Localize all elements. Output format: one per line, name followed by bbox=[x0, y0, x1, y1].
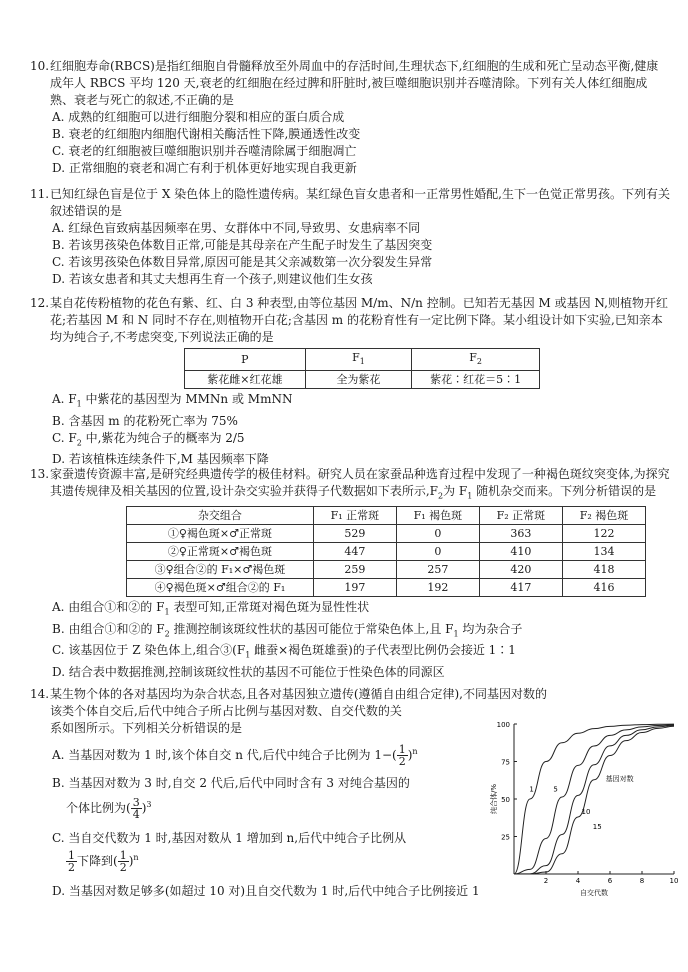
option-c: C. 该基因位于 Z 染色体上,组合$③(F_1$ 雌蚕×褐色斑雄蚕)的子代表型比例仍会接近 1∶1 bbox=[52, 643, 516, 660]
table-cell: 418 bbox=[562, 561, 645, 579]
table-cell: 0 bbox=[396, 525, 479, 543]
homozygote-chart bbox=[484, 714, 684, 900]
table-header: 杂交组合 bbox=[127, 507, 314, 525]
question-number: 13. bbox=[30, 467, 50, 481]
cross-data-table bbox=[126, 506, 646, 597]
question-number: 14. bbox=[30, 687, 50, 701]
table-row bbox=[127, 579, 646, 597]
table-cell: 122 bbox=[562, 525, 645, 543]
question-stem: 某自花传粉植物的花色有紫、红、白 3 种表型,由等位基因 M/m、N/n 控制。已知若无基因 M 或基因 N,则植物开红花;若基因 M 和 N 同时不存在,则植物开白花;含基因 m 的花粉育性有一定比例下降。某小组设计如下实验,已知亲本均为纯合子,不考虑突变,下列说法正确的是 bbox=[50, 296, 668, 344]
option-c-continued: $\frac{1}{2}$ 下降到( $\frac{1}{2}$ )$^n$ bbox=[68, 849, 139, 874]
option-a: A. 成熟的红细胞可以进行细胞分裂和相应的蛋白质合成 bbox=[52, 110, 345, 124]
series-label-10: 10 bbox=[581, 808, 591, 816]
table-header: F₁ 正常斑 bbox=[313, 507, 396, 525]
option-d: D. 结合表中数据推测,控制该斑纹性状的基因不可能位于性染色体的同源区 bbox=[52, 664, 445, 679]
x-tick-label: 2 bbox=[543, 877, 549, 885]
option-b: B. 由组合①和②的 $F_2$ 推测控制该斑纹性状的基因可能位于常染色体上,且 $F_1$ 均为杂合子 bbox=[52, 621, 523, 639]
series-line-1 bbox=[514, 724, 674, 874]
y-tick-label: 50 bbox=[501, 796, 510, 804]
question-10 bbox=[30, 58, 670, 177]
table-header: F₂ 正常斑 bbox=[479, 507, 562, 525]
table-cell: ①♀褐色斑×♂正常斑 bbox=[127, 525, 314, 543]
option-d: D. 正常细胞的衰老和凋亡有利于机体更好地实现自我更新 bbox=[52, 161, 357, 175]
y-tick-label: 25 bbox=[501, 833, 510, 842]
option-a: A. 当基因对数为 1 时,该个体自交 n 代,后代中纯合子比例为 1−( $\frac{1}{2}$ )$^n$ bbox=[52, 743, 418, 768]
option-b: B. 含基因 m 的花粉死亡率为 75% bbox=[52, 413, 238, 428]
question-11 bbox=[30, 186, 670, 288]
option-a: A. 红绿色盲致病基因频率在男、女群体中不同,导致男、女患病率不同 bbox=[52, 221, 421, 235]
table-cell: 192 bbox=[396, 579, 479, 597]
option-b-continued: 个体比例为( $\frac{3}{4}$ )$^3$ bbox=[66, 796, 152, 821]
table-cell: 259 bbox=[313, 561, 396, 579]
cross-table bbox=[184, 348, 540, 389]
table-cell: 417 bbox=[479, 579, 562, 597]
question-number: 10. bbox=[30, 59, 50, 73]
question-stem: 某生物个体的各对基因均为杂合状态,且各对基因独立遗传(遵循自由组合定律),不同基因对数的 bbox=[50, 687, 547, 701]
question-number: 12. bbox=[30, 296, 50, 310]
question-stem: 红细胞寿命(RBCS)是指红细胞自骨髓释放至外周血中的存活时间,生理状态下,红细胞的生成和死亡呈动态平衡,健康成年人 RBCS 平均 120 天,衰老的红细胞在经过脾和肝脏时,被巨噬细胞识别并吞噬清除。下列有关人体红细胞成熟、衰老与死亡的叙述,不正确的是 bbox=[50, 59, 659, 107]
table-row bbox=[127, 561, 646, 579]
question-stem: 家蚕遗传资源丰富,是研究经典遗传学的极佳材料。研究人员在家蚕品种选育过程中发现了一种褐色斑纹突变体,为探究其遗传规律及相关基因的位置,设计杂交实验并获得子代数据如下表所示$,F_2$为 $F_1$ 随机杂交而来。下列分析错误的是 bbox=[50, 467, 670, 501]
table-cell: 257 bbox=[396, 561, 479, 579]
table-header-f1: $F_1$ bbox=[305, 349, 412, 371]
option-b: B. 衰老的红细胞内细胞代谢相关酶活性下降,膜通透性改变 bbox=[52, 127, 361, 141]
option-d: D. 若该植株连续条件下,M 基因频率下降 bbox=[52, 451, 269, 466]
table-header: F₁ 褐色斑 bbox=[396, 507, 479, 525]
table-cell: ②♀正常斑×♂褐色斑 bbox=[127, 543, 314, 561]
question-stem-line: 该类个体自交后,后代中纯合子所占比例与基因对数、自交代数的关 bbox=[50, 704, 402, 718]
series-label-15: 15 bbox=[592, 823, 602, 831]
option-a: A. 由组合①和②的 $F_1$ 表型可知,正常斑对褐色斑为显性性状 bbox=[52, 600, 370, 617]
x-tick-label: 10 bbox=[669, 877, 679, 885]
table-cell: 420 bbox=[479, 561, 562, 579]
table-cell: 363 bbox=[479, 525, 562, 543]
option-a: A. $F_1$ 中紫花的基因型为 MMNn 或 MmNN bbox=[52, 392, 293, 409]
option-b: B. 若该男孩染色体数目正常,可能是其母亲在产生配子时发生了基因突变 bbox=[52, 238, 433, 252]
question-number: 11. bbox=[30, 187, 50, 201]
series-label-1: 1 bbox=[529, 785, 534, 794]
legend-title: 基因对数 bbox=[605, 775, 634, 783]
table-header: F₂ 褐色斑 bbox=[562, 507, 645, 525]
table-row bbox=[127, 543, 646, 561]
fraction: $\frac{3}{4}$ bbox=[132, 796, 140, 821]
table-cell: ③♀组合②的 F₁×♂褐色斑 bbox=[127, 561, 314, 579]
question-13 bbox=[30, 466, 670, 681]
option-c: C. 衰老的红细胞被巨噬细胞识别并吞噬清除属于细胞凋亡 bbox=[52, 144, 357, 158]
table-cell: 447 bbox=[313, 543, 396, 561]
question-12 bbox=[30, 295, 670, 468]
x-tick-label: 8 bbox=[639, 877, 645, 885]
table-cell: 0 bbox=[396, 543, 479, 561]
option-d: D. 若该女患者和其丈夫想再生育一个孩子,则建议他们生女孩 bbox=[52, 272, 373, 286]
table-cell: 197 bbox=[313, 579, 396, 597]
table-cell: 全为紫花 bbox=[305, 371, 412, 389]
y-tick-label: 75 bbox=[501, 758, 510, 767]
x-tick-label: 4 bbox=[575, 877, 581, 885]
series-line-15 bbox=[514, 726, 674, 874]
x-axis-label: 自交代数 bbox=[580, 889, 608, 897]
question-stem: 已知红绿色盲是位于 X 染色体上的隐性遗传病。某红绿色盲女患者和一正常男性婚配,生下一色觉正常男孩。下列有关叙述错误的是 bbox=[50, 187, 670, 218]
x-tick-label: 6 bbox=[607, 877, 613, 885]
fraction: $\frac{1}{2}$ bbox=[398, 743, 406, 768]
option-c: C. 若该男孩染色体数目异常,原因可能是其父亲减数第一次分裂发生异常 bbox=[52, 255, 433, 269]
y-axis-label: 纯合体/% bbox=[490, 783, 498, 815]
series-line-5 bbox=[514, 725, 674, 874]
option-d: D. 当基因对数足够多(如超过 10 对)且自交代数为 1 时,后代中纯合子比例接近 1 bbox=[52, 884, 480, 898]
table-cell: 529 bbox=[313, 525, 396, 543]
series-label-5: 5 bbox=[553, 785, 558, 794]
table-cell: 134 bbox=[562, 543, 645, 561]
table-cell: 紫花雌×红花雄 bbox=[185, 371, 306, 389]
y-tick-label: 100 bbox=[496, 721, 510, 729]
question-stem-line: 系如图所示。下列相关分析错误的是 bbox=[50, 721, 243, 735]
table-header-f2: $F_2$ bbox=[412, 349, 540, 371]
fraction: $\frac{1}{2}$ bbox=[68, 849, 75, 874]
option-c: C. $F_2$ 中,紫花为纯合子的概率为 2/5 bbox=[52, 430, 245, 447]
table-cell: 紫花∶红花＝5∶1 bbox=[412, 371, 540, 389]
table-header-p: P bbox=[185, 349, 306, 371]
table-cell: 416 bbox=[562, 579, 645, 597]
option-b: B. 当基因对数为 3 时,自交 2 代后,后代中同时含有 3 对纯合基因的 bbox=[52, 776, 410, 790]
table-row bbox=[127, 525, 646, 543]
fraction: $\frac{1}{2}$ bbox=[119, 849, 127, 874]
table-cell: 410 bbox=[479, 543, 562, 561]
option-c: C. 当自交代数为 1 时,基因对数从 1 增加到 n,后代中纯合子比例从 bbox=[52, 831, 407, 845]
table-cell: ④♀褐色斑×♂组合②的 F₁ bbox=[127, 579, 314, 597]
series-line-10 bbox=[514, 726, 674, 875]
